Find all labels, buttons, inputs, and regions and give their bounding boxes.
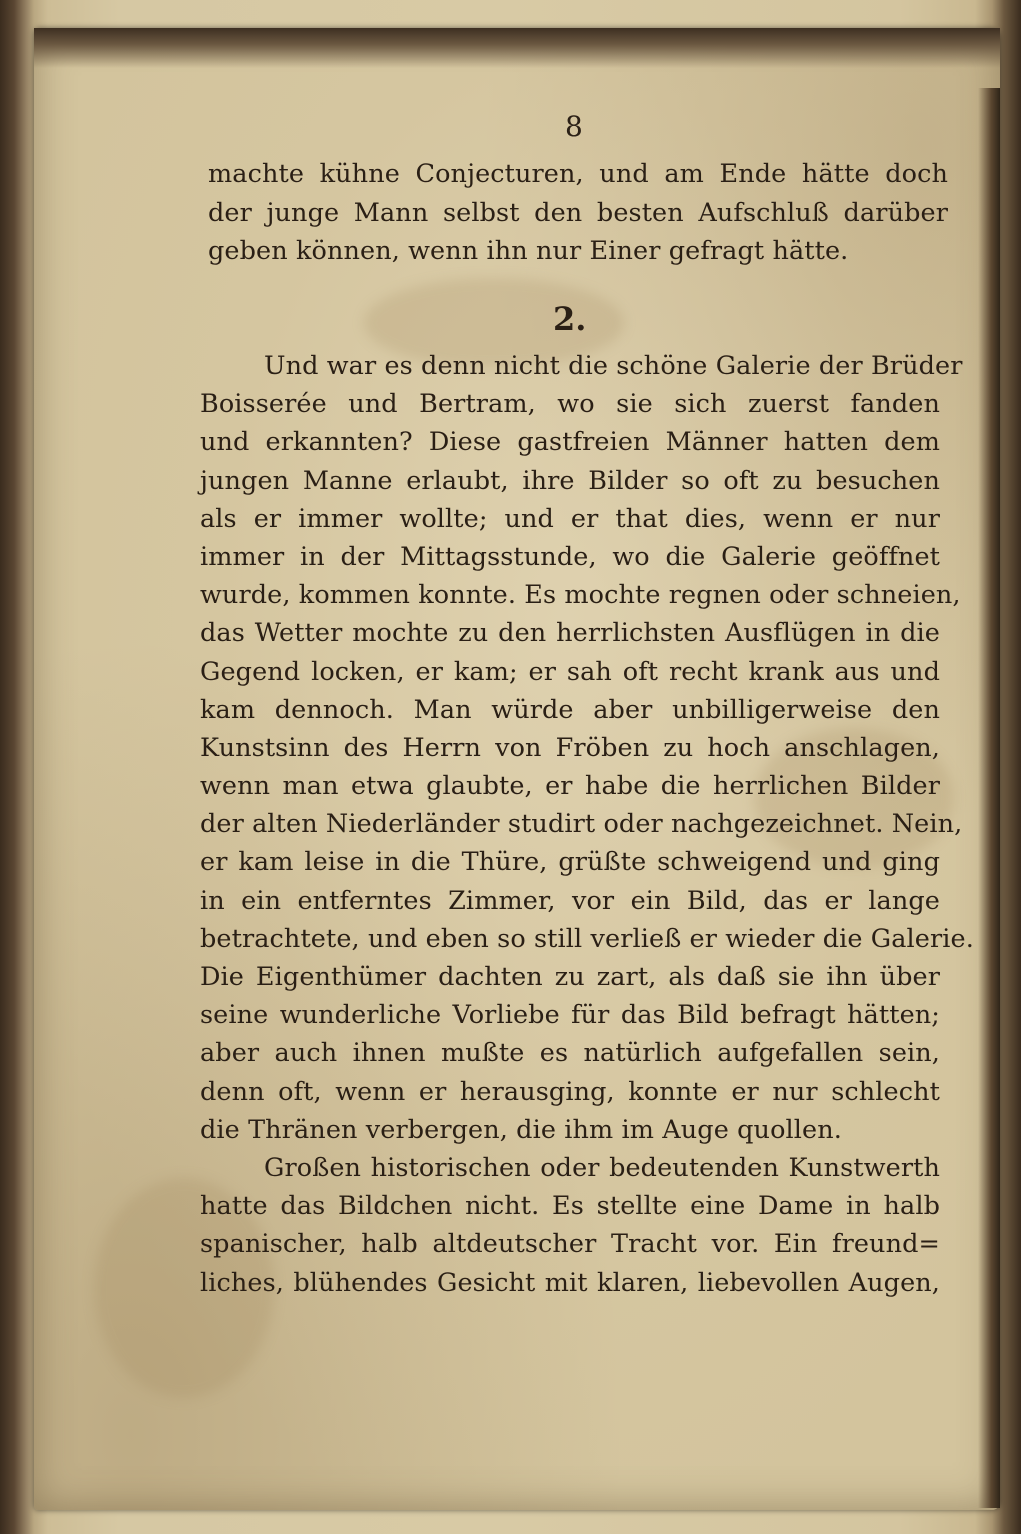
text-line: und erkannten? Diese gastfreien Männer hatten dem — [200, 427, 940, 458]
paragraph-2 — [200, 347, 974, 1302]
text-line: jungen Manne erlaubt, ihre Bilder so oft zu besuchen — [200, 465, 940, 496]
text-line: wenn man etwa glaubte, er habe die herrlichen Bilder — [200, 771, 940, 802]
text-line: immer in der Mittagsstunde, wo die Galerie geöffnet — [200, 541, 940, 572]
text-line: als er immer wollte; und er that dies, wenn er nur — [200, 503, 940, 534]
text-line: liches, blühendes Gesicht mit klaren, liebevollen Augen, — [200, 1267, 940, 1298]
section-number: 2. — [553, 300, 587, 338]
page-number: 8 — [565, 110, 583, 143]
page-top-shadow — [34, 28, 1000, 68]
paragraph-1 — [208, 155, 948, 271]
text-line: Kunstsinn des Herrn von Fröben zu hoch anschlagen, — [200, 732, 940, 763]
text-line: kam dennoch. Man würde aber unbilligerweise den — [200, 694, 940, 725]
text-line: hatte das Bildchen nicht. Es stellte eine Dame in halb — [200, 1191, 940, 1222]
text-line: Großen historischen oder bedeutenden Kunstwerth — [264, 1152, 940, 1183]
text-line: geben können, wenn ihn nur Einer gefragt hätte. — [208, 236, 849, 267]
text-line: das Wetter mochte zu den herrlichsten Ausflügen in die — [200, 618, 940, 649]
text-line: Und war es denn nicht die schöne Galerie der Brüder — [264, 351, 963, 381]
text-line: wurde, kommen konnte. Es mochte regnen oder schneien, — [200, 580, 961, 611]
text-line: machte kühne Conjecturen, und am Ende hätte doch — [208, 159, 948, 189]
text-line: Boisserée und Bertram, wo sie sich zuerst fanden — [200, 389, 940, 420]
text-line: denn oft, wenn er herausging, konnte er nur schlecht — [200, 1076, 940, 1107]
text-line: der alten Niederländer studirt oder nachgezeichnet. Nein, — [200, 809, 963, 840]
text-line: er kam leise in die Thüre, grüßte schweigend und ging — [200, 847, 940, 878]
text-line: Gegend locken, er kam; er sah oft recht krank aus und — [200, 656, 940, 687]
text-line: Die Eigenthümer dachten zu zart, als daß sie ihn über — [200, 962, 940, 992]
text-line: betrachtete, und eben so still verließ er wieder die Galerie. — [200, 923, 974, 954]
text-line: der junge Mann selbst den besten Aufschluß darüber — [208, 197, 948, 228]
page-right-shadow — [978, 88, 1000, 1508]
text-line: die Thränen verbergen, die ihm im Auge quollen. — [200, 1114, 842, 1145]
text-line: in ein entferntes Zimmer, vor ein Bild, das er lange — [200, 885, 940, 916]
text-line: seine wunderliche Vorliebe für das Bild befragt hätten; — [200, 1000, 940, 1031]
text-line: aber auch ihnen mußte es natürlich aufgefallen sein, — [200, 1038, 940, 1069]
text-line: spanischer, halb altdeutscher Tracht vor. Ein freund= — [200, 1229, 940, 1260]
